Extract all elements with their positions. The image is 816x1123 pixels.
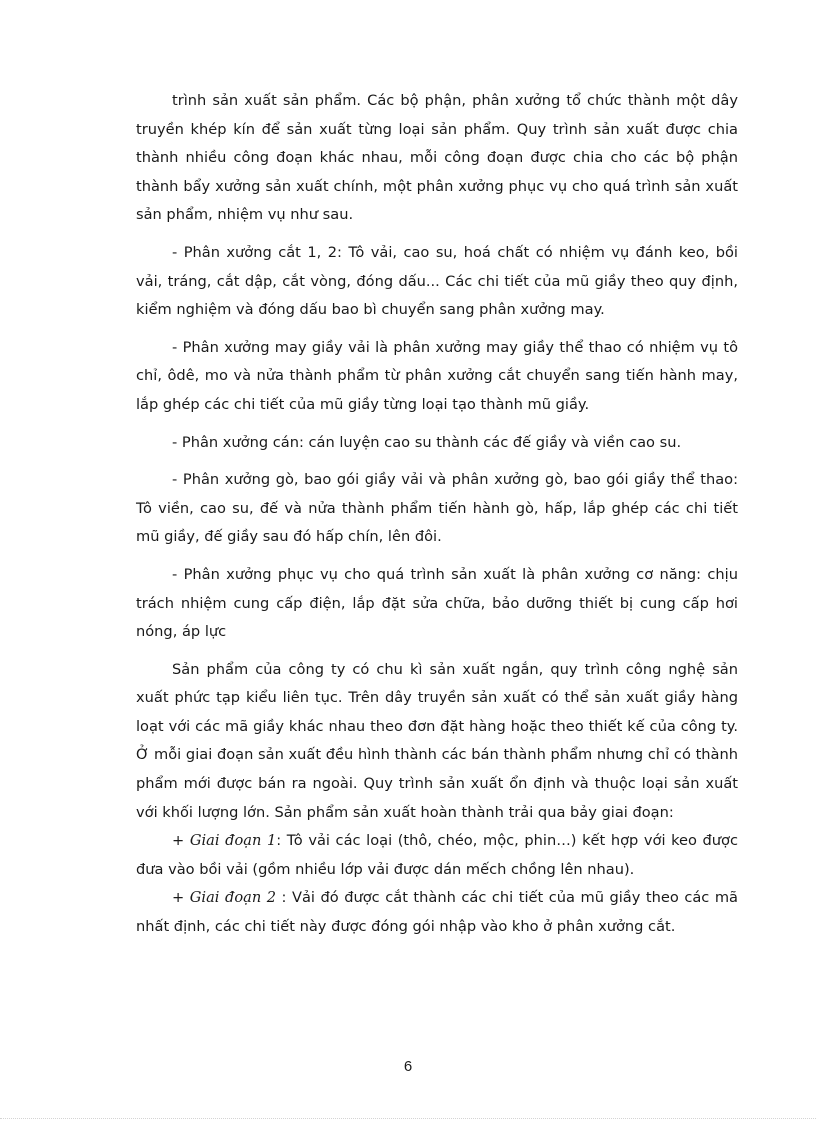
stage-label: Giai đoạn 2	[189, 889, 277, 907]
stage-text: : Vải đó được cắt thành các chi tiết của mũ giầy theo các mã nhất định, các chi tiết này được đóng gói nhập vào kho ở phân xưởng cắt.	[136, 889, 738, 936]
stage-item	[136, 884, 738, 941]
stage-text: : Tô vải các loại (thô, chéo, mộc, phin…) kết hợp với keo được đưa vào bồi vải (gồm nhiều lớp vải được dán mếch chồng lên nhau).	[136, 832, 739, 878]
stage-prefix: +	[172, 889, 190, 907]
paragraph: - Phân xưởng cắt 1, 2: Tô vải, cao su, hoá chất có nhiệm vụ đánh keo, bồi vải, tráng, cắt dập, cắt vòng, đóng dấu... Các chi tiết của mũ giầy theo quy định, kiểm nghiệm và đóng dấu bao bì chuyển sang phân xưởng may.	[136, 243, 738, 319]
body-text	[136, 87, 738, 942]
stage-prefix: +	[172, 832, 190, 850]
page-number: 6	[403, 1058, 413, 1075]
paragraph: - Phân xưởng cán: cán luyện cao su thành các đế giầy và viền cao su.	[172, 433, 682, 451]
paragraph: - Phân xưởng phục vụ cho quá trình sản xuất là phân xưởng cơ năng: chịu trách nhiệm cung cấp điện, lắp đặt sửa chữa, bảo dưỡng thiết bị cung cấp hơi nóng, áp lực	[136, 565, 738, 641]
page-bottom-border	[0, 1118, 816, 1119]
paragraph: Sản phẩm của công ty có chu kì sản xuất ngắn, quy trình công nghệ sản xuất phức tạp kiểu liên tục. Trên dây truyền sản xuất có thể sản xuất giầy hàng loạt với các mã giầy khác nhau theo đơn đặt hàng hoặc theo thiết kế của công ty. Ở mỗi giai đoạn sản xuất đều hình thành các bán thành phẩm nhưng chỉ có thành phẩm mới được bán ra ngoài. Quy trình sản xuất ổn định và thuộc loại sản xuất với khối lượng lớn. Sản phẩm sản xuất hoàn thành trải qua bảy giai đoạn:	[136, 660, 738, 821]
stage-label: Giai đoạn 1	[189, 832, 277, 850]
paragraph: - Phân xưởng may giầy vải là phân xưởng may giầy thể thao có nhiệm vụ tô chỉ, ôdê, mo và nửa thành phẩm từ phân xưởng cắt chuyển sang tiến hành may, lắp ghép các chi tiết của mũ giầy từng loại tạo thành mũ giầy.	[136, 338, 738, 413]
paragraph: - Phân xưởng gò, bao gói giầy vải và phân xưởng gò, bao gói giầy thể thao: Tô viền, cao su, đế và nửa thành phẩm tiến hành gò, hấp, lắp ghép các chi tiết mũ giầy, đế giầy sau đó hấp chín, lên đôi.	[136, 471, 738, 546]
stage-item	[136, 827, 738, 884]
paragraph: trình sản xuất sản phẩm. Các bộ phận, phân xưởng tổ chức thành một dây truyền khép kín để sản xuất từng loại sản phẩm. Quy trình sản xuất được chia thành nhiều công đoạn khác nhau, mỗi công đoạn được chia cho các bộ phận thành bẩy xưởng sản xuất chính, một phân xưởng phục vụ cho quá trình sản xuất sản phẩm, nhiệm vụ như sau.	[136, 92, 738, 224]
